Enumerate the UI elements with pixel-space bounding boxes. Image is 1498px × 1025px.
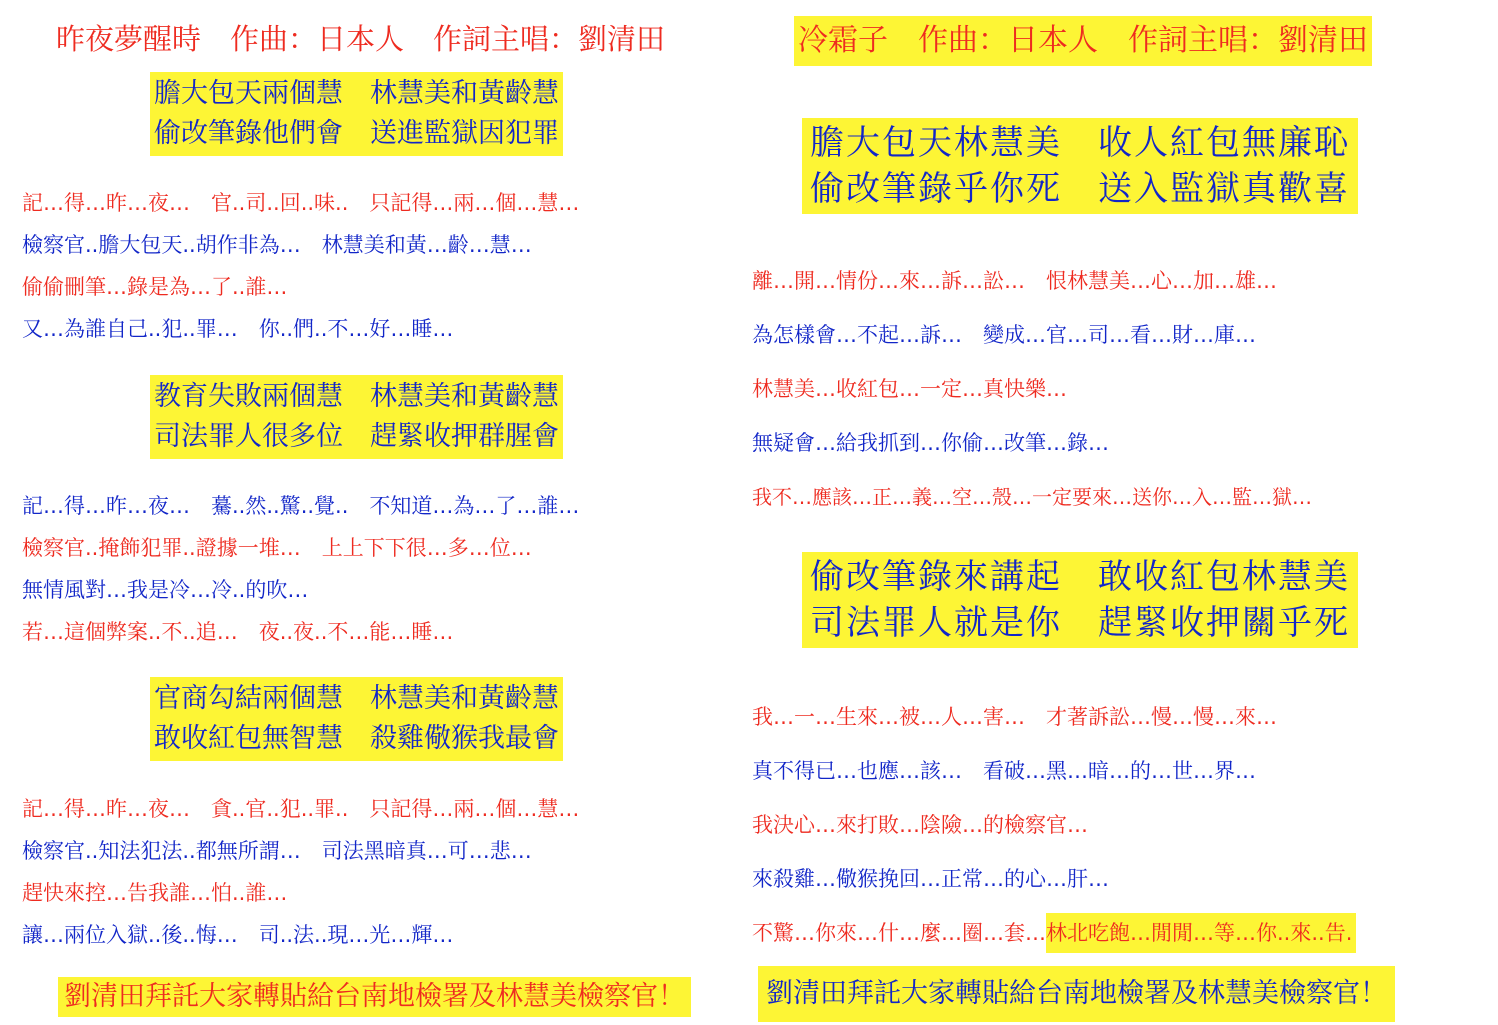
left-chorus-2 [150,375,563,459]
left-footer-note: 劉清田拜託大家轉貼給台南地檢署及林慧美檢察官！ [58,977,691,1017]
lyric-line: 又…為誰自己..犯..罪… 你..們..不…好…睡… [22,317,454,341]
lyric-line-last [752,913,1356,953]
lyric-line: 檢察官..膽大包天..胡作非為… 林慧美和黃…齡…慧… [22,233,532,257]
lyric-line: 記…得…昨…夜… 貪..官..犯..罪.. 只記得…兩…個…慧… [22,797,580,821]
lyric-line: 無疑會…給我抓到…你偷…改筆…錄… [752,431,1109,455]
left-chorus-3-line: 敢收紅包無智慧 殺雞儆猴我最會 [154,723,559,754]
lyric-line: 趕快來控…告我誰…怕..誰… [22,881,288,905]
right-verse-1 [752,267,1312,511]
last-line-highlighted: 林北吃飽…閒閒…等…你..來..告. [1046,913,1356,953]
right-chorus-1-line: 膽大包天林慧美 收人紅包無廉恥 [810,123,1350,163]
right-song-title: 冷霜子 作曲：日本人 作詞主唱：劉清田 [794,16,1372,66]
left-chorus-3 [150,677,563,761]
lyric-line: 我…一…生來…被…人…害… 才著訴訟…慢…慢…來… [752,705,1277,729]
left-verse-2 [22,492,579,646]
lyric-line: 無情風對…我是冷…冷..的吹… [22,578,309,602]
left-chorus-2-line: 司法罪人很多位 趕緊收押群腥會 [154,421,559,452]
lyric-line: 記…得…昨…夜… 驀..然..驚..覺.. 不知道…為…了…誰… [22,494,580,518]
lyric-line: 林慧美…收紅包…一定…真快樂… [752,377,1067,401]
lyric-line: 檢察官..知法犯法..都無所謂… 司法黑暗真…可…悲… [22,839,532,863]
right-footer-note: 劉清田拜託大家轉貼給台南地檢署及林慧美檢察官！ [758,966,1395,1022]
lyric-line: 我不…應該…正…義…空…殼…一定要來…送你…入…監…獄… [752,485,1312,509]
lyric-line: 檢察官..掩飾犯罪..證據一堆… 上上下下很…多…位… [22,536,532,560]
left-chorus-1-line: 偷改筆錄他們會 送進監獄因犯罪 [154,118,559,149]
left-chorus-1-line: 膽大包天兩個慧 林慧美和黃齡慧 [154,78,559,109]
lyric-line: 偷偷刪筆…錄是為…了..誰… [22,275,288,299]
left-song-title: 昨夜夢醒時 作曲：日本人 作詞主唱：劉清田 [56,22,666,56]
lyric-line: 若…這個弊案..不..追… 夜..夜..不…能…睡… [22,620,454,644]
right-chorus-2 [802,552,1358,648]
lyric-line: 離…開…情份…來…訴…訟… 恨林慧美…心…加…雄… [752,269,1277,293]
left-verse-3 [22,795,579,949]
left-chorus-2-line: 教育失敗兩個慧 林慧美和黃齡慧 [154,381,559,412]
left-verse-1 [22,189,579,343]
last-line-plain: 不驚…你來…什…麼…圈…套… [752,921,1046,945]
lyric-line: 為怎樣會…不起…訴… 變成…官…司…看…財…庫… [752,323,1256,347]
left-chorus-3-line: 官商勾結兩個慧 林慧美和黃齡慧 [154,683,559,714]
lyric-line: 讓…兩位入獄..後..悔… 司..法..現…光…輝… [22,923,454,947]
right-verse-2 [752,703,1356,953]
lyric-line: 來殺雞…儆猴挽回…正常…的心…肝… [752,867,1109,891]
right-chorus-1 [802,118,1358,214]
right-chorus-2-line: 偷改筆錄來講起 敢收紅包林慧美 [810,557,1350,597]
left-chorus-1 [150,72,563,156]
lyric-line: 記…得…昨…夜… 官..司..回..味.. 只記得…兩…個…慧… [22,191,580,215]
lyric-line: 我決心…來打敗…陰險…的檢察官… [752,813,1088,837]
right-chorus-1-line: 偷改筆錄乎你死 送入監獄真歡喜 [810,169,1350,209]
right-chorus-2-line: 司法罪人就是你 趕緊收押關乎死 [810,603,1350,643]
lyric-line: 真不得已…也應…該… 看破…黑…暗…的…世…界… [752,759,1256,783]
